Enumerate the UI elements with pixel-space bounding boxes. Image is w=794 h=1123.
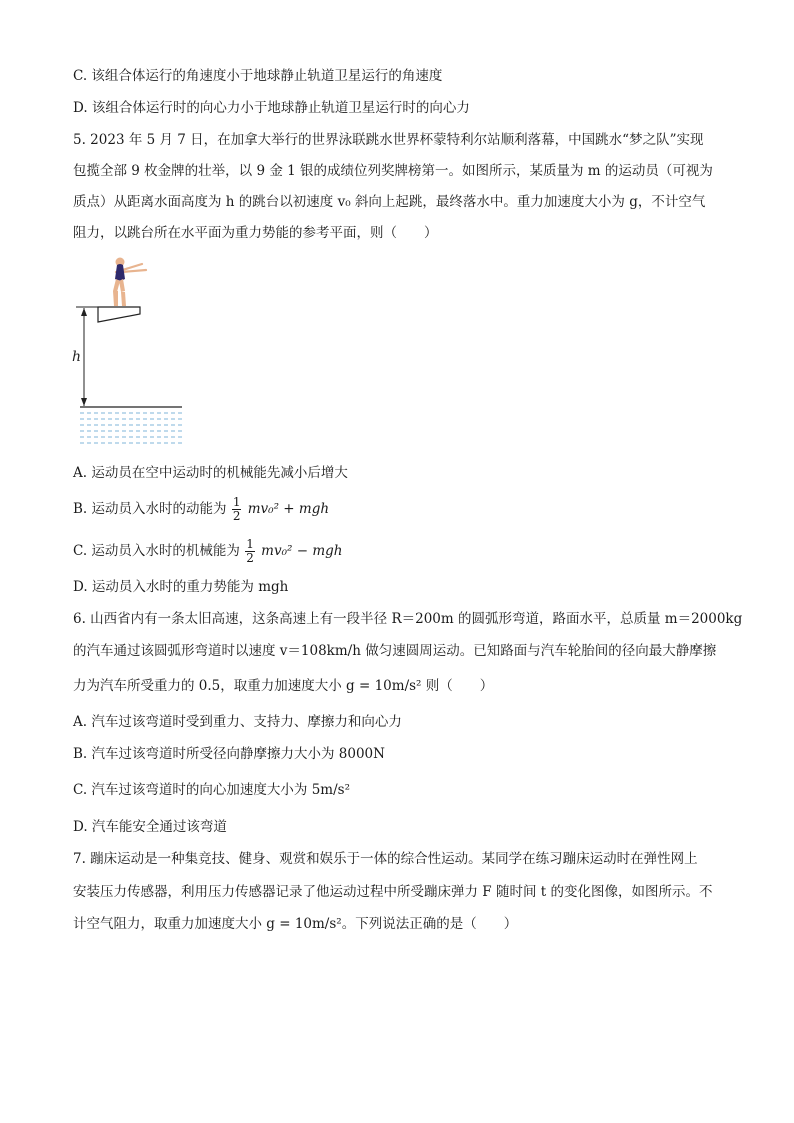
q5-option-b-formula: mv₀² + mgh — [247, 501, 330, 517]
q6-stem-line-2: 的汽车通过该圆弧形弯道时以速度 v＝108km/h 做匀速圆周运动。已知路面与汽车轮胎间的径向最大静摩擦 — [73, 643, 717, 659]
q6-option-d: D. 汽车能安全通过该弯道 — [73, 819, 227, 835]
q5-option-b — [73, 496, 329, 523]
water-surface — [80, 407, 182, 443]
diving-platform — [98, 307, 140, 322]
q5-stem-line-3: 质点）从距离水面高度为 h 的跳台以初速度 v₀ 斜向上起跳，最终落水中。重力加速度大小为 g，不计空气 — [73, 194, 706, 210]
fraction-denominator: 2 — [246, 551, 254, 565]
q7-stem-line-1: 7. 蹦床运动是一种集竞技、健身、观赏和娱乐于一体的综合性运动。某同学在练习蹦床运动时在弹性网上 — [73, 851, 698, 867]
q5-option-b-text: B. 运动员入水时的动能为 — [73, 501, 227, 517]
q5-stem-line-1: 5. 2023 年 5 月 7 日，在加拿大举行的世界泳联跳水世界杯蒙特利尔站顺利落幕，中国跳水“梦之队”实现 — [73, 132, 704, 148]
diving-figure — [70, 252, 190, 452]
q4-option-c: C. 该组合体运行的角速度小于地球静止轨道卫星运行的角速度 — [73, 68, 443, 84]
q5-option-d: D. 运动员入水时的重力势能为 mgh — [73, 579, 289, 595]
q5-stem-line-2: 包揽全部 9 枚金牌的壮举，以 9 金 1 银的成绩位列奖牌榜第一。如图所示，某质量为 m 的运动员（可视为 — [73, 163, 713, 179]
diver-figure — [113, 258, 146, 307]
fraction-numerator: 1 — [246, 537, 254, 551]
q6-option-b: B. 汽车过该弯道时所受径向静摩擦力大小为 8000N — [73, 746, 385, 762]
q7-stem-line-2: 安装压力传感器，利用压力传感器记录了他运动过程中所受蹦床弹力 F 随时间 t 的变化图像，如图所示。不 — [73, 884, 713, 900]
height-label: h — [72, 349, 82, 365]
q6-option-a: A. 汽车过该弯道时受到重力、支持力、摩擦力和向心力 — [73, 714, 402, 730]
fraction-denominator: 2 — [232, 509, 241, 523]
q5-option-c — [73, 538, 342, 565]
q7-stem-line-3: 计空气阻力，取重力加速度大小 g = 10m/s²。下列说法正确的是（ ） — [73, 916, 518, 932]
fraction-numerator: 1 — [232, 495, 241, 509]
q6-option-c: C. 汽车过该弯道时的向心加速度大小为 5m/s² — [73, 782, 350, 798]
q6-stem-line-3: 力为汽车所受重力的 0.5，取重力加速度大小 g = 10m/s² 则（ ） — [73, 678, 494, 694]
fraction-one-half — [232, 496, 242, 523]
fraction-one-half — [245, 538, 255, 565]
q5-stem-line-4: 阻力，以跳台所在水平面为重力势能的参考平面，则（ ） — [73, 225, 438, 241]
q5-option-c-text: C. 运动员入水时的机械能为 — [73, 543, 240, 559]
q5-option-a: A. 运动员在空中运动时的机械能先减小后增大 — [73, 465, 348, 481]
q5-option-c-formula: mv₀² − mgh — [261, 543, 343, 559]
q4-option-d: D. 该组合体运行时的向心力小于地球静止轨道卫星运行时的向心力 — [73, 100, 470, 116]
q6-stem-line-1: 6. 山西省内有一条太旧高速，这条高速上有一段半径 R＝200m 的圆弧形弯道，路面水平，总质量 m＝2000kg — [73, 611, 743, 627]
